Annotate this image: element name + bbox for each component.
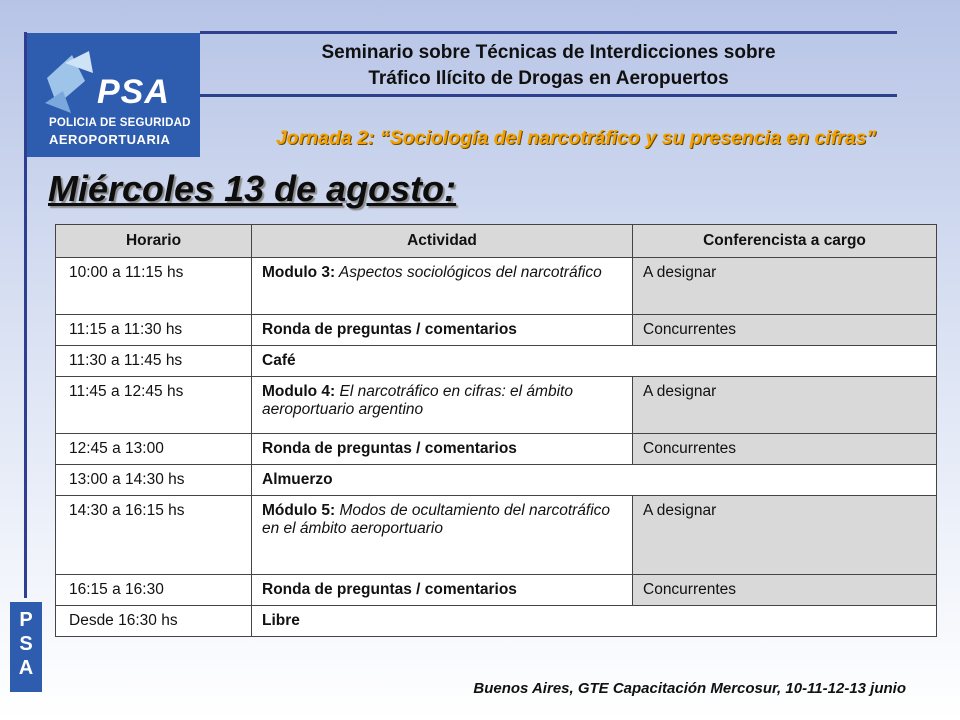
speaker-cell: Concurrentes — [633, 575, 937, 606]
footer-caption: Buenos Aires, GTE Capacitación Mercosur, 10-11-12-13 junio — [473, 680, 906, 697]
table-row — [56, 606, 937, 637]
activity-cell — [252, 465, 937, 496]
activity-cell — [252, 346, 937, 377]
table-row — [56, 434, 937, 465]
badge-letter-s: S — [19, 633, 33, 655]
header-bottom-rule — [200, 94, 897, 97]
speaker-cell: Concurrentes — [633, 315, 937, 346]
activity-label: Modulo 3: — [262, 264, 336, 281]
activity-cell — [252, 496, 633, 575]
time-cell: 14:30 a 16:15 hs — [56, 496, 252, 575]
time-cell: 10:00 a 11:15 hs — [56, 258, 252, 315]
activity-desc: El narcotráfico en cifras: el ámbito aeroportuario argentino — [262, 383, 573, 418]
seminar-title — [200, 40, 897, 92]
activity-label: Ronda de preguntas / comentarios — [262, 440, 517, 457]
activity-label: Modulo 4: — [262, 383, 336, 400]
psa-logo — [27, 33, 200, 157]
time-cell: 11:15 a 11:30 hs — [56, 315, 252, 346]
time-cell: 12:45 a 13:00 — [56, 434, 252, 465]
time-cell: 13:00 a 14:30 hs — [56, 465, 252, 496]
time-cell: 16:15 a 16:30 — [56, 575, 252, 606]
speaker-cell: A designar — [633, 496, 937, 575]
speaker-cell: A designar — [633, 258, 937, 315]
seminar-title-line-2: Tráfico Ilícito de Drogas en Aeropuertos — [368, 68, 729, 89]
table-row — [56, 315, 937, 346]
header-horario: Horario — [56, 225, 252, 258]
table-row — [56, 465, 937, 496]
badge-letter-a: A — [18, 657, 34, 679]
time-cell: 11:30 a 11:45 hs — [56, 346, 252, 377]
activity-cell — [252, 434, 633, 465]
psa-side-badge — [10, 602, 42, 692]
activity-cell — [252, 606, 937, 637]
logo-line-1: POLICIA DE SEGURIDAD — [49, 117, 191, 129]
time-cell: 11:45 a 12:45 hs — [56, 377, 252, 434]
header-top-rule — [200, 31, 897, 34]
activity-label: Café — [262, 352, 296, 369]
table-row — [56, 496, 937, 575]
activity-cell — [252, 377, 633, 434]
schedule-table — [55, 224, 937, 637]
time-cell: Desde 16:30 hs — [56, 606, 252, 637]
activity-label: Ronda de preguntas / comentarios — [262, 321, 517, 338]
activity-cell — [252, 575, 633, 606]
jornada-subtitle: Jornada 2: “Sociología del narcotráfico y su presencia en cifras” — [275, 127, 877, 149]
activity-label: Ronda de preguntas / comentarios — [262, 581, 517, 598]
header-actividad: Actividad — [252, 225, 633, 258]
logo-line-2: AEROPORTUARIA — [49, 132, 171, 147]
activity-label: Almuerzo — [262, 471, 333, 488]
table-row — [56, 258, 937, 315]
table-row — [56, 575, 937, 606]
header-conferencista: Conferencista a cargo — [633, 225, 937, 258]
table-row — [56, 346, 937, 377]
activity-desc: Modos de ocultamiento del narcotráfico en el ámbito aeroportuario — [262, 502, 611, 537]
activity-cell — [252, 258, 633, 315]
logo-wordmark: PSA — [97, 73, 170, 111]
activity-cell — [252, 315, 633, 346]
activity-label: Libre — [262, 612, 300, 629]
badge-letter-p: P — [19, 609, 33, 631]
speaker-cell: A designar — [633, 377, 937, 434]
table-header-row — [56, 225, 937, 258]
speaker-cell: Concurrentes — [633, 434, 937, 465]
activity-desc: Aspectos sociológicos del narcotráfico — [335, 264, 602, 281]
seminar-title-line-1: Seminario sobre Técnicas de Interdicciones sobre — [321, 42, 776, 63]
table-row — [56, 377, 937, 434]
day-title: Miércoles 13 de agosto: — [48, 168, 457, 209]
activity-label: Módulo 5: — [262, 502, 336, 519]
